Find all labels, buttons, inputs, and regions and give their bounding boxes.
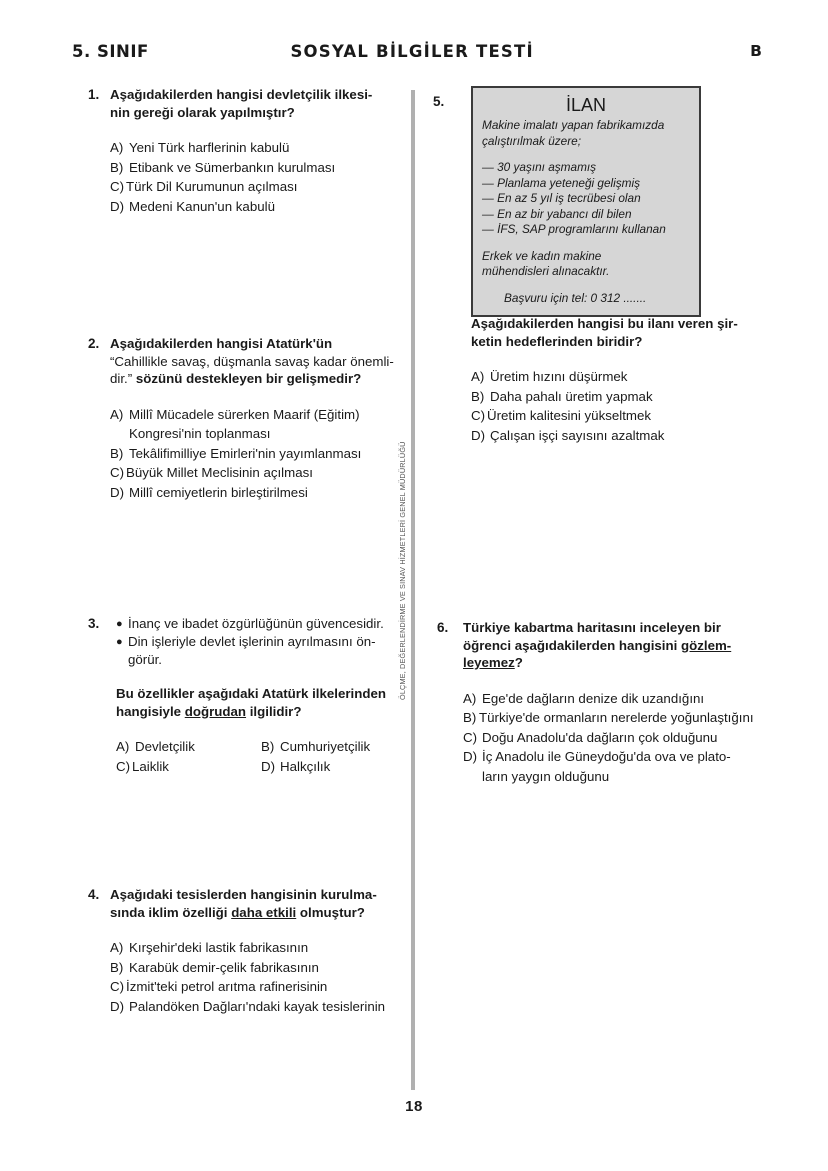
option-d-letter: D) xyxy=(110,484,125,500)
option-b-text: Etibank ve Sümerbankın kurulması xyxy=(129,159,336,175)
question-5-stem-line-1: Aşağıdakilerden hangisi bu ilanı veren şir- xyxy=(471,316,738,331)
option-a[interactable] xyxy=(116,737,261,757)
option-a-text: Üretim hızını düşürmek xyxy=(490,369,628,384)
option-c[interactable] xyxy=(471,406,757,426)
option-b-text: Cumhuriyetçilik xyxy=(280,739,371,754)
option-b-text: Karabük demir-çelik fabrikasının xyxy=(129,959,319,975)
option-d-letter: D) xyxy=(463,749,478,764)
option-d[interactable] xyxy=(110,483,406,503)
ilan-requirement-5: — İFS, SAP programlarını kullanan xyxy=(482,222,666,236)
option-a-letter: A) xyxy=(116,739,130,754)
question-1-options xyxy=(110,138,406,216)
option-c-letter: C) xyxy=(116,758,131,774)
question-2-number: 2. xyxy=(88,336,100,351)
option-d[interactable] xyxy=(110,197,406,217)
question-2-quote-line-2: dir.” xyxy=(110,371,133,386)
option-a-text: Devletçilik xyxy=(135,739,195,754)
question-5-options xyxy=(471,367,757,445)
option-c-letter: C) xyxy=(110,465,125,480)
question-4-stem-emphasis: daha etkili xyxy=(231,904,297,920)
ilan-requirement-4: — En az bir yabancı dil bilen xyxy=(482,206,632,221)
bullet-item-2-text: Din işleriyle devlet işlerinin ayrılmasını ön- xyxy=(128,634,376,649)
question-6-stem xyxy=(463,619,757,672)
option-d-letter: D) xyxy=(261,758,276,774)
option-c-text: Türk Dil Kurumunun açılması xyxy=(126,179,298,194)
option-b-letter: B) xyxy=(463,710,477,725)
question-6-stem-line-2-pre: öğrenci aşağıdakilerden hangisini xyxy=(463,637,681,653)
option-c-letter: C) xyxy=(110,979,125,994)
question-1-number: 1. xyxy=(88,87,100,102)
question-1-stem-line-1: Aşağıdakilerden hangisi devletçilik ilkesi- xyxy=(110,87,373,102)
option-d-text: Çalışan işçi sayısını azaltmak xyxy=(490,427,665,443)
option-c-text: Üretim kalitesini yükseltmek xyxy=(487,408,652,423)
question-6-number: 6. xyxy=(437,620,449,635)
ilan-spacer xyxy=(482,238,690,249)
question-3-number: 3. xyxy=(88,616,100,631)
option-a-letter: A) xyxy=(471,369,485,384)
option-c-text: Laiklik xyxy=(132,758,169,774)
ilan-requirement-2: — Planlama yeteneği gelişmiş xyxy=(482,175,641,190)
question-4-stem xyxy=(110,886,406,921)
option-d-text: Millî cemiyetlerin birleştirilmesi xyxy=(129,484,308,500)
option-c-letter: C) xyxy=(471,408,486,423)
question-2-quote-line-1: “Cahillikle savaş, düşmanla savaş kadar önemli- xyxy=(110,353,394,369)
bullet-item-2 xyxy=(116,633,406,669)
header-grade-label: 5. SINIF xyxy=(72,42,149,61)
option-d-text: Palandöken Dağları'ndaki kayak tesislerinin xyxy=(129,998,386,1014)
option-c-text: İzmit'teki petrol arıtma rafinerisinin xyxy=(126,979,328,994)
option-d[interactable] xyxy=(261,757,406,777)
ilan-intro-line-1: Makine imalatı yapan fabrikamızda xyxy=(482,118,665,132)
option-c-letter: C) xyxy=(463,729,478,745)
question-4-number: 4. xyxy=(88,887,100,902)
ilan-advertisement-box xyxy=(471,86,701,317)
question-6-stem-line-1: Türkiye kabartma haritasını inceleyen bir xyxy=(463,620,721,635)
header-booklet-letter: B xyxy=(750,42,762,60)
option-c[interactable] xyxy=(110,977,406,997)
question-5-stem-line-2: ketin hedeflerinden biridir? xyxy=(471,333,643,349)
question-3-bullets xyxy=(116,615,406,669)
option-a[interactable] xyxy=(463,689,757,709)
option-d-letter: D) xyxy=(110,998,125,1014)
option-b-text: Daha pahalı üretim yapmak xyxy=(490,388,653,404)
option-c-text: Büyük Millet Meclisinin açılması xyxy=(126,465,313,480)
question-3-stem-line-2-post: ilgilidir? xyxy=(246,703,302,719)
option-a[interactable] xyxy=(471,367,757,387)
option-b[interactable] xyxy=(471,387,757,407)
option-b-letter: B) xyxy=(110,159,124,175)
question-6-options xyxy=(463,689,757,787)
option-b[interactable] xyxy=(110,444,406,464)
bullet-dot-icon: ● xyxy=(116,636,123,648)
option-a-letter: A) xyxy=(463,690,477,706)
question-6-stem-emphasis-part1: gözlem- xyxy=(680,637,732,653)
option-b[interactable] xyxy=(463,708,757,728)
option-c[interactable] xyxy=(110,177,406,197)
option-d-text: İç Anadolu ile Güneydoğu'da ova ve plato- xyxy=(482,749,731,764)
option-d-text: Medeni Kanun'un kabulü xyxy=(129,198,275,214)
vertical-agency-label: ÖLÇME, DEĞERLENDİRME VE SINAV HİZMETLERİ GENEL MÜDÜRLÜĞÜ xyxy=(398,441,407,700)
ilan-spacer xyxy=(482,149,690,160)
option-a-letter: A) xyxy=(110,406,124,422)
option-d[interactable] xyxy=(471,426,757,446)
question-3-stem-emphasis: doğrudan xyxy=(184,703,247,719)
question-1 xyxy=(88,86,406,216)
bullet-dot-icon: ● xyxy=(116,618,123,630)
option-b[interactable] xyxy=(261,737,406,757)
header-test-title: SOSYAL BİLGİLER TESTİ xyxy=(290,42,534,61)
option-a-letter: A) xyxy=(110,140,124,155)
option-a-text: Yeni Türk harflerinin kabulü xyxy=(129,140,290,155)
bullet-item-1-text: İnanç ve ibadet özgürlüğünün güvencesidir. xyxy=(128,616,384,631)
option-a-text-cont: Kongresi'nin toplanması xyxy=(129,426,271,441)
question-4-stem-line-2-post: olmuştur? xyxy=(296,904,365,920)
ilan-intro-line-2: çalıştırılmak üzere; xyxy=(482,133,581,148)
question-6-stem-line-3-post: ? xyxy=(514,655,523,670)
ilan-closing-line-2: mühendisleri alınacaktır. xyxy=(482,264,610,278)
ilan-title: İLAN xyxy=(565,95,607,115)
question-4-options xyxy=(110,938,406,1016)
option-c-text: Doğu Anadolu'da dağların çok olduğunu xyxy=(482,729,718,745)
option-c[interactable] xyxy=(110,463,406,483)
question-2 xyxy=(88,335,406,502)
question-1-stem xyxy=(110,86,406,121)
option-a[interactable] xyxy=(110,138,406,158)
bullet-item-1 xyxy=(116,615,406,633)
option-a-text: Millî Mücadele sürerken Maarif (Eğitim) xyxy=(129,406,360,422)
question-3-stem xyxy=(116,685,406,720)
question-2-options xyxy=(110,405,406,503)
question-2-stem xyxy=(110,335,406,388)
question-2-stem-line-1: Aşağıdakilerden hangisi Atatürk'ün xyxy=(110,336,333,351)
option-c[interactable] xyxy=(463,728,757,748)
option-b-letter: B) xyxy=(261,739,275,754)
option-a-text: Ege'de dağların denize dik uzandığını xyxy=(482,690,705,706)
option-d[interactable] xyxy=(110,997,406,1017)
bullet-item-2-text-cont: görür. xyxy=(128,652,163,667)
option-b[interactable] xyxy=(110,958,406,978)
option-d-letter: D) xyxy=(471,427,486,443)
option-a-letter: A) xyxy=(110,940,124,955)
option-a[interactable] xyxy=(110,405,406,444)
ilan-requirement-3: — En az 5 yıl iş tecrübesi olan xyxy=(482,191,641,205)
option-a[interactable] xyxy=(110,938,406,958)
option-d[interactable] xyxy=(463,747,757,786)
option-d-text: Halkçılık xyxy=(280,758,331,774)
page-number: 18 xyxy=(405,1098,423,1115)
option-b-text: Türkiye'de ormanların nerelerde yoğunlaştığını xyxy=(479,710,754,725)
question-6 xyxy=(437,619,757,786)
question-2-stem-tail: sözünü destekleyen bir gelişmedir? xyxy=(135,371,362,386)
ilan-requirement-1: — 30 yaşını aşmamış xyxy=(482,160,597,174)
option-b[interactable] xyxy=(110,158,406,178)
question-3-options xyxy=(116,737,406,776)
question-4-stem-line-2-pre: sında iklim özelliği xyxy=(110,904,232,920)
option-d-letter: D) xyxy=(110,198,125,214)
ilan-contact-phone: Başvuru için tel: 0 312 ....... xyxy=(504,290,647,305)
question-1-stem-line-2: nin gereği olarak yapılmıştır? xyxy=(110,104,295,120)
option-c[interactable] xyxy=(116,757,261,777)
ilan-spacer xyxy=(482,280,690,291)
question-4-stem-line-1: Aşağıdaki tesislerden hangisinin kurulma- xyxy=(110,887,377,902)
question-5-stem xyxy=(471,315,757,350)
question-5-number: 5. xyxy=(433,94,445,109)
page-header xyxy=(72,42,762,70)
option-b-letter: B) xyxy=(110,959,124,975)
question-3-stem-line-1: Bu özellikler aşağıdaki Atatürk ilkelerinden xyxy=(116,686,386,701)
question-3 xyxy=(88,615,406,776)
question-3-stem-line-2-pre: hangisiyle xyxy=(116,703,185,719)
question-4 xyxy=(88,886,406,1016)
option-b-letter: B) xyxy=(471,388,485,404)
ilan-closing-line-1: Erkek ve kadın makine xyxy=(482,248,602,263)
option-b-text: Tekâlifimilliye Emirleri'nin yayımlanması xyxy=(129,445,362,461)
question-6-stem-emphasis-part2: leyemez xyxy=(463,655,515,670)
option-a-text: Kırşehir'deki lastik fabrikasının xyxy=(129,940,309,955)
option-b-letter: B) xyxy=(110,445,124,461)
option-c-letter: C) xyxy=(110,179,125,194)
option-d-text-cont: ların yaygın olduğunu xyxy=(482,768,610,784)
